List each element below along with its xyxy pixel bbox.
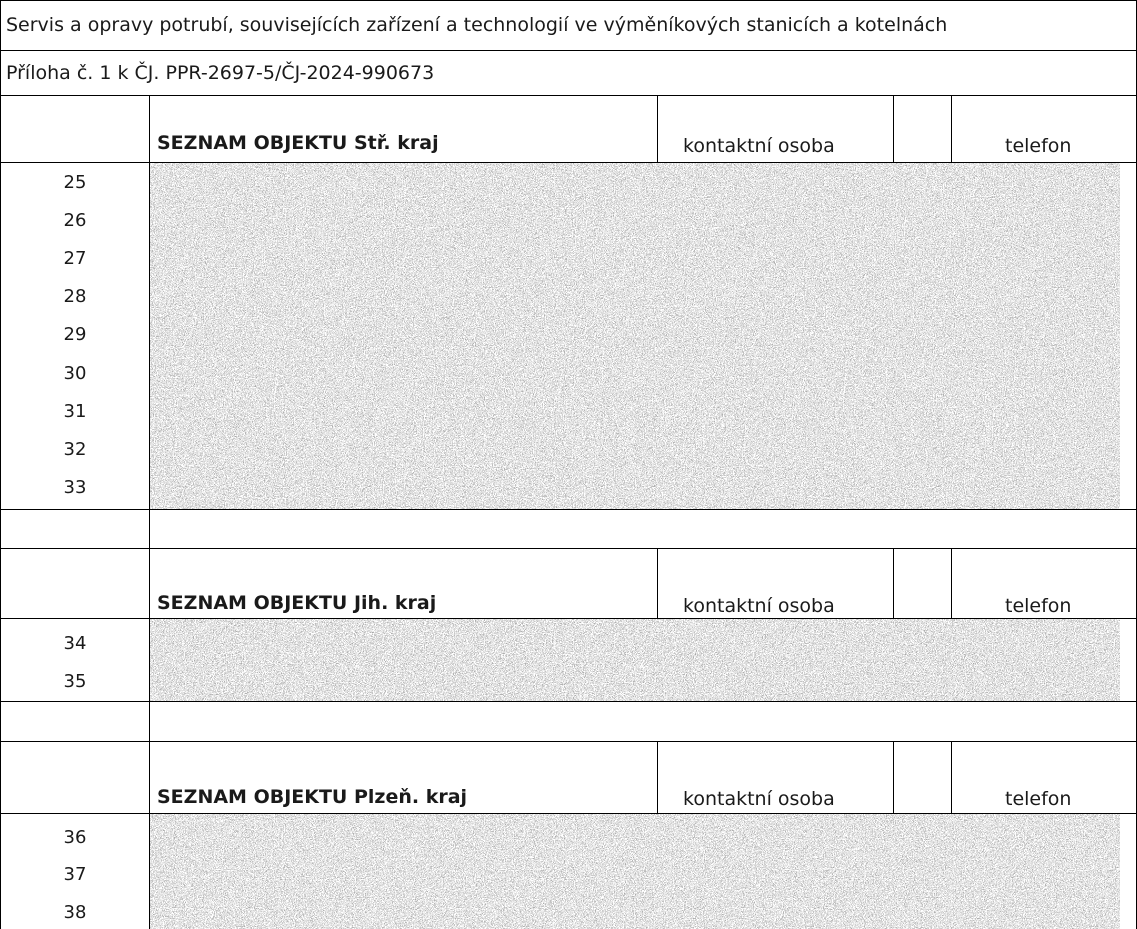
row-divider — [0, 548, 1137, 549]
section-title: SEZNAM OBJEKTU Stř. kraj — [157, 132, 439, 154]
row-number: 27 — [63, 248, 87, 269]
row-number: 37 — [63, 864, 87, 885]
row-number: 31 — [63, 401, 87, 422]
phone-header: telefon — [1005, 788, 1072, 810]
table-border-left — [0, 0, 1, 929]
attachment-reference: Příloha č. 1 k ČJ. PPR-2697-5/ČJ-2024-990673 — [6, 62, 435, 84]
column-divider — [657, 95, 658, 162]
column-divider — [893, 741, 894, 813]
phone-header: telefon — [1005, 135, 1072, 157]
redacted-area — [150, 163, 1120, 509]
row-number: 26 — [63, 210, 87, 231]
contact-person-header: kontaktní osoba — [683, 595, 835, 617]
contact-person-header: kontaktní osoba — [683, 788, 835, 810]
column-divider — [893, 548, 894, 618]
column-divider — [657, 741, 658, 813]
row-number: 33 — [63, 477, 87, 498]
row-divider — [0, 95, 1137, 96]
row-divider — [0, 50, 1137, 51]
row-number: 30 — [63, 363, 87, 384]
document-title: Servis a opravy potrubí, souvisejících zařízení a technologií ve výměníkových stanicích a kotelnách — [6, 14, 948, 36]
section-title: SEZNAM OBJEKTU Plzeň. kraj — [157, 786, 468, 808]
column-divider — [951, 741, 952, 813]
column-divider — [893, 95, 894, 162]
row-number: 38 — [63, 902, 87, 923]
row-number: 32 — [63, 439, 87, 460]
row-number: 35 — [63, 671, 87, 692]
row-divider — [0, 701, 1137, 702]
redaction-noise — [150, 814, 1120, 929]
row-divider — [0, 741, 1137, 742]
column-divider — [951, 95, 952, 162]
row-divider — [0, 509, 1137, 510]
redaction-noise — [150, 619, 1120, 701]
phone-header: telefon — [1005, 595, 1072, 617]
row-number: 29 — [63, 324, 87, 345]
contact-person-header: kontaktní osoba — [683, 135, 835, 157]
section-title: SEZNAM OBJEKTU Jih. kraj — [157, 592, 437, 614]
row-number: 25 — [63, 172, 87, 193]
row-number: 28 — [63, 286, 87, 307]
redacted-area — [150, 814, 1120, 929]
table-border-top — [0, 0, 1137, 1]
row-number: 34 — [63, 633, 87, 654]
row-number: 36 — [63, 827, 87, 848]
redaction-noise — [150, 163, 1120, 509]
redacted-area — [150, 619, 1120, 701]
column-divider — [951, 548, 952, 618]
column-divider — [657, 548, 658, 618]
